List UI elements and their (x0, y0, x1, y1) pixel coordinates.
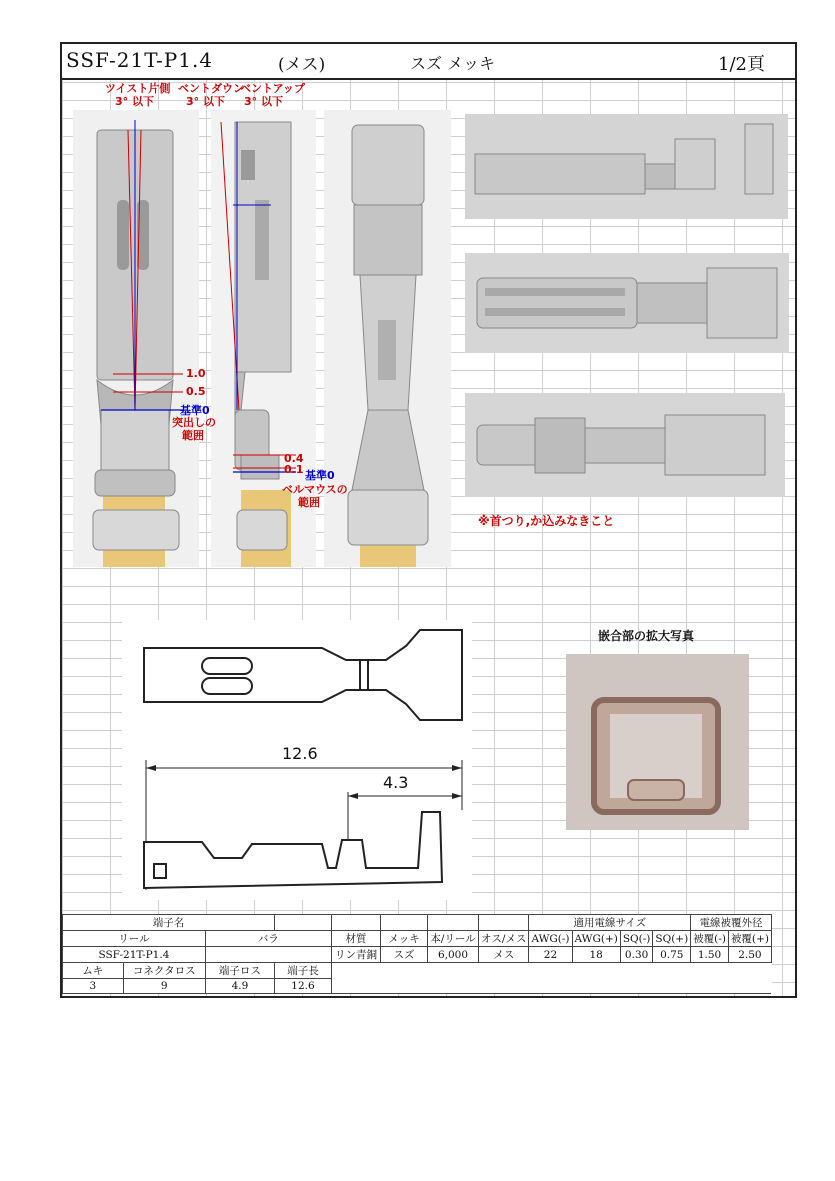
connector-loss-header: コネクタロス (123, 963, 205, 979)
mating-section-image (566, 654, 749, 830)
sq-min-header: SQ(-) (620, 931, 653, 947)
connector-loss-value: 9 (123, 979, 205, 994)
photo-side-angle-2 (465, 253, 789, 353)
closeup-photo (566, 654, 749, 830)
reel-header: リール (63, 931, 206, 947)
dim-0-1-label: 0.1 (284, 463, 304, 476)
gender-value: メス (479, 947, 529, 963)
reference-zero-label-a: 基準0 (180, 404, 210, 417)
terminal-angle-image-1 (465, 114, 788, 219)
sq-max-value: 0.75 (653, 947, 691, 963)
plating-header: メッキ (381, 931, 428, 947)
gender-header: オス/メス (479, 931, 529, 947)
loose-header: バラ (205, 931, 331, 947)
ins-min-value: 1.50 (691, 947, 729, 963)
awg-max-header: AWG(+) (572, 931, 620, 947)
photo-side-angle-3 (465, 393, 785, 497)
sq-max-header: SQ(+) (653, 931, 691, 947)
material-value: リン青銅 (332, 947, 381, 963)
bellmouth-range-label: ベルマウスの 範囲 (282, 483, 348, 509)
awg-min-value: 22 (529, 947, 572, 963)
bent-up-label: ベントアップ 3° 以下 (240, 82, 305, 108)
page-number: 1/2頁 (718, 54, 765, 75)
strip-header: ムキ (63, 963, 124, 979)
terminal-angle-image-3 (465, 393, 785, 497)
insulation-title: 電線被覆外径 (691, 915, 772, 931)
sq-min-value: 0.30 (620, 947, 653, 963)
terminal-top-image (73, 110, 199, 567)
wire-size-title: 適用電線サイズ (529, 915, 691, 931)
photo-side-angle-1 (465, 114, 788, 219)
terminal-type: (メス) (278, 55, 326, 75)
overall-length-dim: 12.6 (282, 744, 318, 763)
per-reel-header: 本/リール (428, 931, 479, 947)
reference-zero-label-b: 基準0 (305, 469, 335, 482)
loose-value (205, 947, 331, 963)
per-reel-value: 6,000 (428, 947, 479, 963)
closeup-caption: 嵌合部の拡大写真 (598, 629, 695, 643)
terminal-length-header: 端子長 (275, 963, 332, 979)
model-number: SSF-21T-P1.4 (66, 48, 214, 72)
terminal-loss-header: 端子ロス (205, 963, 274, 979)
terminal-angle-image-2 (465, 253, 789, 353)
terminal-length-value: 12.6 (275, 979, 332, 994)
warning-note: ※首つり,か込みなきこと (478, 514, 615, 528)
ins-max-value: 2.50 (728, 947, 771, 963)
awg-min-header: AWG(-) (529, 931, 572, 947)
ins-min-header: 被覆(-) (691, 931, 729, 947)
terminal-name-title: 端子名 (63, 915, 275, 931)
ins-max-header: 被覆(+) (728, 931, 771, 947)
terminal-loss-value: 4.9 (205, 979, 274, 994)
protrusion-range-label: 突出しの 範囲 (172, 416, 216, 442)
photo-top-view (73, 110, 199, 567)
spec-table (62, 914, 772, 994)
strip-value: 3 (63, 979, 124, 994)
dim-0-4-label: 0.4 (284, 452, 304, 465)
dim-0-5-label: 0.5 (186, 385, 206, 398)
crimp-length-dim: 4.3 (383, 773, 409, 792)
reel-value: SSF-21T-P1.4 (63, 947, 206, 963)
material-header: 材質 (332, 931, 381, 947)
plating-value: スズ (381, 947, 428, 963)
awg-max-value: 18 (572, 947, 620, 963)
dim-1-0-label: 1.0 (186, 367, 206, 380)
bent-down-label: ベントダウン 3° 以下 (178, 82, 244, 108)
twist-label: ツイスト片側 3° 以下 (105, 82, 171, 108)
plating-label: スズ メッキ (410, 54, 496, 73)
